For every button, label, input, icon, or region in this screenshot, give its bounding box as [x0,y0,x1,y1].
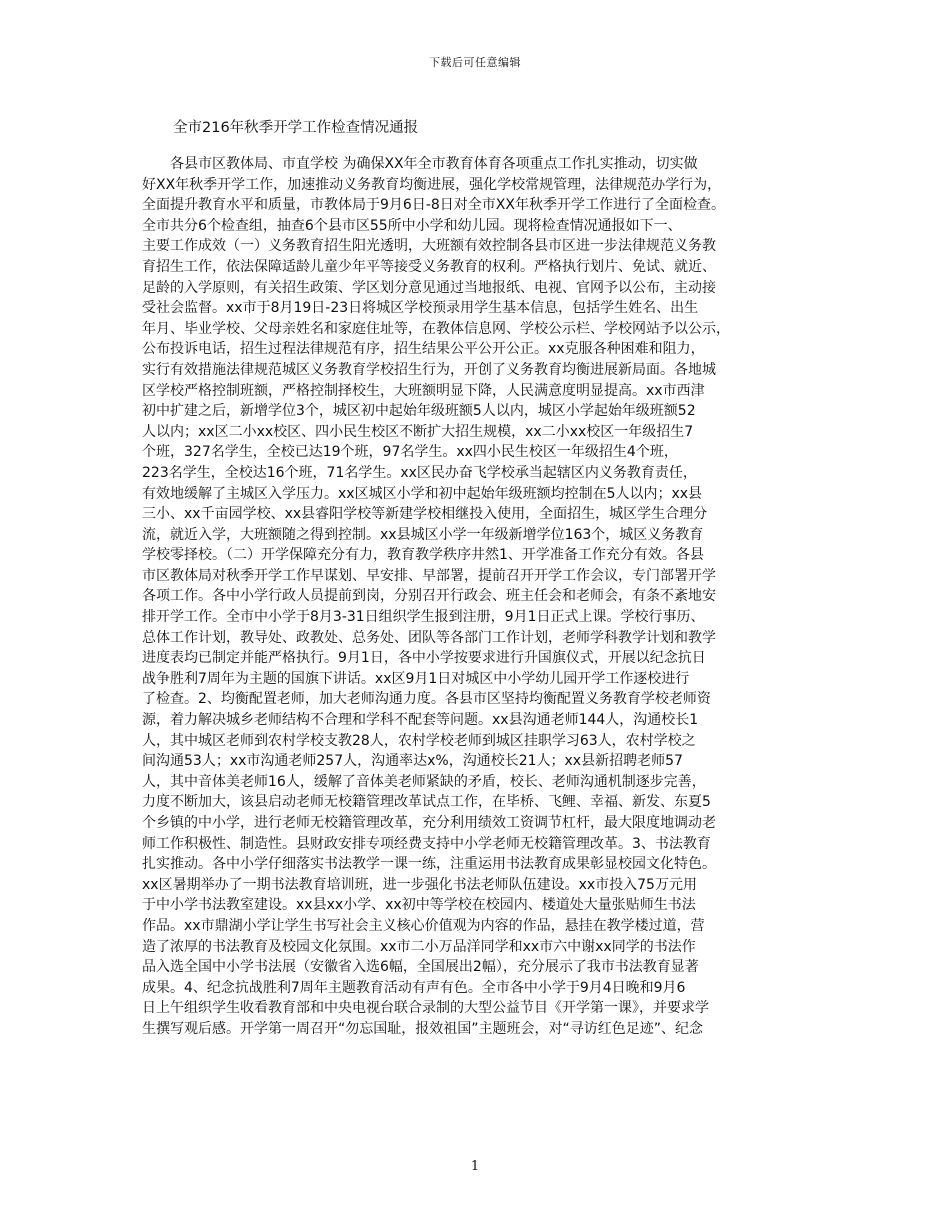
body-text-line: 造了浓厚的书法教育及校园文化氛围。xx市二小万品洋同学和xx市六中谢xx同学的书法作 [142,938,696,955]
body-text-line: 个班，327名学生，全校已达19个班，97名学生。xx四小民生校区一年级招生4个班， [142,444,678,461]
body-text-line: 扎实推动。各中小学仔细落实书法教学一课一练，注重运用书法教育成果彰显校园文化特色。 [142,856,716,873]
body-text-line: 初中扩建之后，新增学位3个，城区初中起始年级班额5人以内，城区小学起始年级班额52 [142,403,696,420]
body-text-line: 各项工作。各中小学行政人员提前到岗，分别召开行政会、班主任会和老师会，有条不紊地安 [142,588,716,605]
body-text-line: 作品。xx市鼎湖小学让学生书写社会主义核心价值观为内容的作品，悬挂在教学楼过道，营 [142,917,705,934]
body-text-line: 育招生工作，依法保障适龄儿童少年平等接受义务教育的权利。严格执行划片、免试、就近、 [142,258,716,275]
body-text-line: 间沟通53人；xx市沟通老师257人，沟通率达x%，沟通校长21人；xx县新招聘老师57 [142,753,683,770]
body-text-line: 区学校严格控制班额，严格控制择校生，大班额明显下降，人民满意度明显提高。xx市西津 [142,382,705,399]
body-text-line: 源，着力解决城乡老师结构不合理和学科不配套等问题。xx县沟通老师144人，沟通校长1 [142,712,699,729]
download-note: 下载后可任意编辑 [429,56,521,69]
body-text-line: 实行有效措施法律规范城区义务教育学校招生行为，开创了义务教育均衡进展新局面。各地城 [142,361,716,378]
body-text-line: 人，其中城区老师到农村学校支教28人，农村学校老师到城区挂职学习63人，农村学校之 [142,732,696,749]
body-text-line: 师工作积极性、制造性。县财政安排专项经费支持中小学老师无校籍管理改革。3、书法教育 [142,835,711,852]
body-text-line: 学校零择校。（二）开学保障充分有力，教育教学秩序井然1、开学准备工作充分有效。各县 [142,547,704,564]
body-text-line: 成果。4、纪念抗战胜利7周年主题教育活动有声有色。全市各中小学于9月4日晚和9月6 [142,979,686,996]
body-text-line: 人，其中音体美老师16人，缓解了音体美老师紧缺的矛盾，校长、老师沟通机制逐步完善， [142,773,706,790]
body-text-line: xx区暑期举办了一期书法教育培训班，进一步强化书法老师队伍建设。xx市投入75万元用 [142,876,697,893]
body-text-line: 好XX年秋季开学工作，加速推动义务教育均衡进展，强化学校常规管理，法律规范办学行为， [142,176,722,193]
body-text-line: 品入选全国中小学书法展（安徽省入选6幅，全国展出2幅），充分展示了我市书法教育显著 [142,959,699,976]
body-text-line: 排开学工作。全市中小学于8月3-31日组织学生报到注册，9月1日正式上课。学校行事历、 [142,609,705,626]
document-body [142,154,818,1040]
body-text-line: 于中小学书法教室建设。xx县xx小学、xx初中等学校在校园内、楼道处大量张贴师生书法 [142,897,696,914]
body-text-line: 流，就近入学，大班额随之得到控制。xx县城区小学一年级新增学位163个，城区义务教育 [142,526,704,543]
body-text-line: 223名学生，全校达16个班，71名学生。xx区民办奋飞学校承当起辖区内义务教育责任， [142,464,697,481]
body-text-line: 力度不断加大，该县启动老师无校籍管理改革试点工作，在毕桥、飞鲤、幸福、新发、东夏5 [142,794,711,811]
body-text-line: 年月、毕业学校、父母亲姓名和家庭住址等，在教体信息网、学校公示栏、学校网站予以公示， [142,320,730,337]
body-text-line: 主要工作成效（一）义务教育招生阳光透明，大班额有效控制各县市区进一步法律规范义务教 [142,238,716,255]
body-text-line: 日上午组织学生收看教育部和中央电视台联合录制的大型公益节目《开学第一课》，并要求学 [142,1000,709,1017]
body-text-line: 各县市区教体局、市直学校 为确保XX年全市教育体育各项重点工作扎实推动，切实做 [142,156,698,172]
body-text-line: 了检查。2、均衡配置老师，加大老师沟通力度。各县市区坚持均衡配置义务教育学校老师资 [142,691,711,708]
body-text-line: 个乡镇的中小学，进行老师无校籍管理改革，充分利用绩效工资调节杠杆，最大限度地调动老 [142,815,716,831]
body-text-line: 市区教体局对秋季开学工作早谋划、早安排、早部署，提前召开开学工作会议，专门部署开学 [142,567,716,584]
body-text-line: 三小、xx千亩园学校、xx县睿阳学校等新建学校相继投入使用，全面招生，城区学生合理分 [142,506,708,523]
body-text-line: 足龄的入学原则，有关招生政策、学区划分意见通过当地报纸、电视、官网予以公布，主动接 [142,279,716,296]
document-title: 全市216年秋季开学工作检查情况通报 [173,120,419,136]
body-text-line: 进度表均已制定并能严格执行。9月1日，各中小学按要求进行升国旗仪式，开展以纪念抗日 [142,650,706,667]
body-text-line: 有效地缓解了主城区入学压力。xx区城区小学和初中起始年级班额均控制在5人以内；xx县 [142,485,703,502]
body-text-line: 全面提升教育水平和质量，市教体局于9月6日-8日对全市XX年秋季开学工作进行了全面检查。 [142,197,725,214]
body-text-line: 全市共分6个检查组，抽查6个县市区55所中小学和幼儿园。现将检查情况通报如下一、 [142,217,682,234]
body-text-line: 受社会监督。xx市于8月19日-23日将城区学校预录用学生基本信息，包括学生姓名、出生 [142,300,699,317]
body-text-line: 总体工作计划，教导处、政教处、总务处、团队等各部门工作计划，老师学科教学计划和教学 [142,629,716,646]
body-text-line: 生撰写观后感。开学第一周召开“勿忘国耻，报效祖国”主题班会，对“寻访红色足迹”、纪念 [142,1020,704,1037]
body-text-line: 公布投诉电话，招生过程法律规范有序，招生结果公平公开公正。xx克服各种困难和阻力， [142,341,705,358]
body-text-line: 战争胜利7周年为主题的国旗下讲话。xx区9月1日对城区中小学幼儿园开学工作逐校进行 [142,670,690,687]
page-number: 1 [470,1159,480,1174]
body-text-line: 人以内；xx区二小xx校区、四小民生校区不断扩大招生规模，xx二小xx校区一年级招生7 [142,423,694,440]
